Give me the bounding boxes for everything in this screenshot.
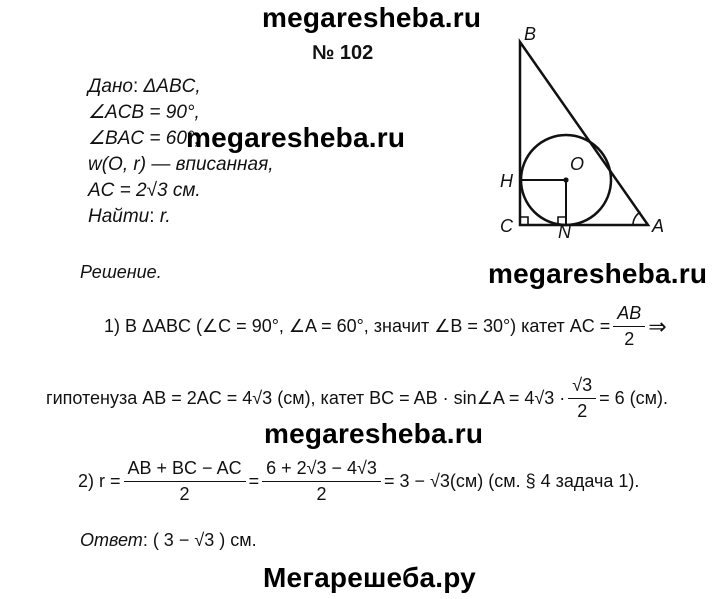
implies-arrow: ⇒ — [648, 313, 667, 339]
answer-value: : ( 3 − √3 ) см. — [142, 530, 257, 550]
step1-text: 1) В ΔABC (∠C = 90°, ∠A = 60°, значит ∠B = 30°) катет AC = — [104, 316, 611, 336]
given-circle: w(O, r) — вписанная, — [88, 154, 274, 175]
given-angle-acb: ∠ACB = 90°, — [88, 102, 200, 123]
given-block — [88, 74, 274, 230]
label-b: B — [524, 24, 537, 44]
step1b-fraction: $\frac{√3}{2}$ — [568, 375, 596, 422]
label-c: C — [500, 216, 513, 236]
answer-label: Ответ — [80, 530, 143, 550]
step1b-text-after: = 6 (см). — [599, 388, 669, 408]
label-n: N — [558, 222, 571, 239]
step2-fraction-1: $\frac{AB + BC - AC}{2}$ — [124, 458, 246, 505]
solution-step-1b — [46, 375, 668, 422]
watermark-right: megaresheba.ru — [488, 258, 708, 289]
step2-fraction-2: $\frac{6 + 2√3 - 4√3}{2}$ — [262, 458, 381, 505]
label-a: A — [652, 216, 665, 236]
watermark-middle: megaresheba.ru — [186, 122, 406, 153]
step1b-text-before: гипотенуза AB = 2AC = 4√3 (см), катет BC = AB · sin∠A = 4√3 · — [46, 388, 566, 408]
given-side-ac: AC = 2√3 см. — [88, 180, 201, 201]
problem-number: № 102 — [312, 42, 374, 64]
step2-suffix: = 3 − √3(см) (см. § 4 задача 1). — [383, 471, 640, 491]
solution-heading: Решение. — [80, 262, 162, 282]
answer-line — [80, 530, 257, 551]
given-angle-bac: ∠BAC = 60°, — [88, 128, 200, 149]
find-line: Найти: r. — [88, 206, 171, 227]
label-o: O — [570, 154, 585, 174]
solution-step-1 — [104, 303, 667, 350]
given-line: Дано: ΔABC, — [88, 76, 201, 97]
triangle-abc — [520, 42, 648, 225]
step1-fraction: $\frac{AB}{2}$ — [613, 303, 645, 350]
step2-prefix: 2) r = — [78, 471, 121, 491]
watermark-top: megaresheba.ru — [262, 2, 482, 33]
solution-step-2 — [78, 458, 639, 505]
step2-equals: = — [248, 471, 260, 491]
label-h: H — [500, 171, 513, 191]
given-label: Дано — [88, 76, 133, 97]
triangle-figure — [490, 24, 680, 239]
footer-title: Мегарешеба.ру — [263, 562, 476, 593]
watermark-lower: megaresheba.ru — [264, 418, 484, 449]
